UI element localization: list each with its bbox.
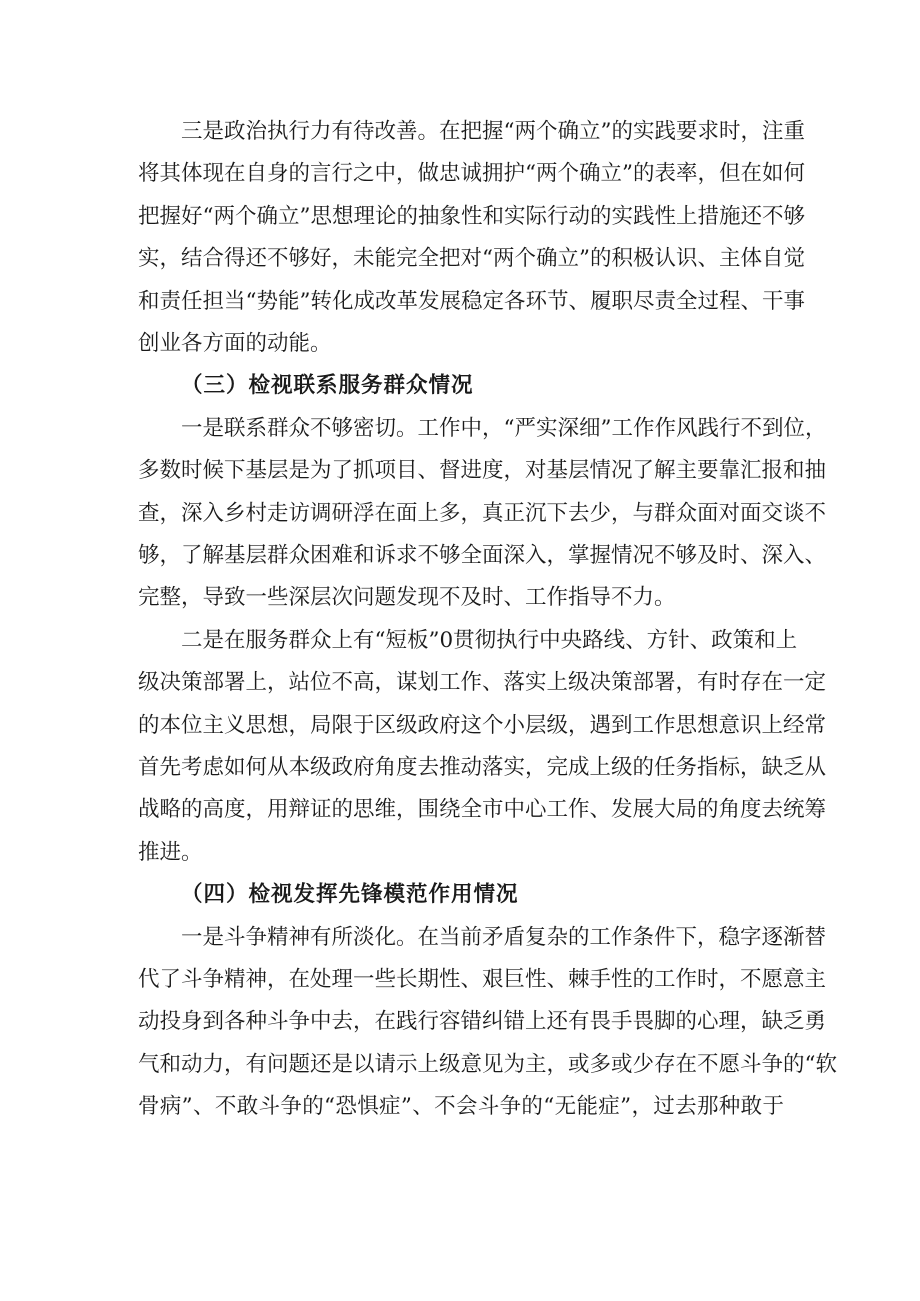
text-line: 一是斗争精神有所淡化。在当前矛盾复杂的工作条件下，稳字逐渐替 xyxy=(181,924,827,950)
text-line: 级决策部署上，站位不高，谋划工作、落实上级决策部署，有时存在一定 xyxy=(138,670,827,696)
text-line: 实，结合得还不够好，未能完全把对“两个确立”的积极认识、主体自觉 xyxy=(138,246,805,272)
text-line: 和责任担当“势能”转化成改革发展稳定各环节、履职尽责全过程、干事 xyxy=(138,288,805,314)
text-line: 推进。 xyxy=(138,839,203,865)
text-line: 将其体现在自身的言行之中，做忠诚拥护“两个确立”的表率，但在如何 xyxy=(138,161,805,187)
section-heading: （四）检视发挥先锋模范作用情况 xyxy=(181,882,519,908)
text-line: 首先考虑如何从本级政府角度去推动落实，完成上级的任务指标，缺乏从 xyxy=(138,755,827,780)
text-line: 动投身到各种斗争中去，在践行容错纠错上还有畏手畏脚的心理，缺乏勇 xyxy=(138,1009,827,1035)
text-line: 二是在服务群众上有“短板”0贯彻执行中央路线、方针、政策和上 xyxy=(181,627,798,653)
text-line: 气和动力，有问题还是以请示上级意见为主，或多或少存在不愿斗争的“软 xyxy=(138,1051,837,1077)
text-line: 查，深入乡村走访调研浮在面上多，真正沉下去少，与群众面对面交谈不 xyxy=(138,500,827,526)
text-line: 够，了解基层群众困难和诉求不够全面深入，掌握情况不够及时、深入、 xyxy=(138,543,827,568)
text-line: 骨病”、不敢斗争的“恐惧症”、不会斗争的“无能症”，过去那种敢于 xyxy=(138,1094,784,1120)
text-line: 完整，导致一些深层次问题发现不及时、工作指导不力。 xyxy=(138,585,676,611)
text-line: 把握好“两个确立”思想理论的抽象性和实际行动的实践性上措施还不够 xyxy=(138,203,805,229)
text-line: 创业各方面的动能。 xyxy=(138,331,332,356)
text-line: 三是政治执行力有待改善。在把握“两个确立”的实践要求时，注重 xyxy=(181,119,805,144)
section-heading: （三）检视联系服务群众情况 xyxy=(181,373,474,399)
text-line: 战略的高度，用辩证的思维，围绕全市中心工作、发展大局的角度去统筹 xyxy=(138,797,827,823)
text-line: 代了斗争精神，在处理一些长期性、艰巨性、棘手性的工作时，不愿意主 xyxy=(138,967,827,992)
text-line: 一是联系群众不够密切。工作中，“严实深细”工作作风践行不到位， xyxy=(181,415,827,441)
text-line: 的本位主义思想，局限于区级政府这个小层级，遇到工作思想意识上经常 xyxy=(138,712,827,738)
text-line: 多数时候下基层是为了抓项目、督进度，对基层情况了解主要靠汇报和抽 xyxy=(138,458,827,484)
